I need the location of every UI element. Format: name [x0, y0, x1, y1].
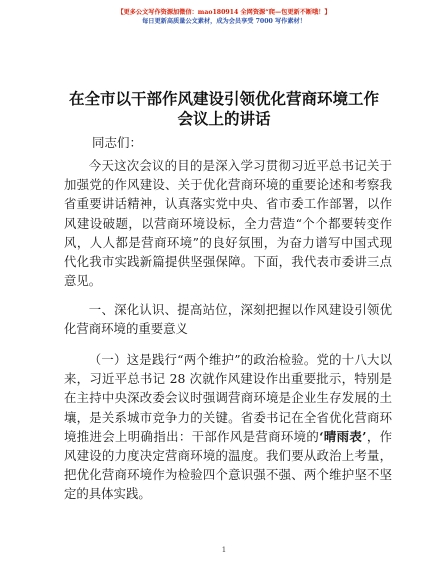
salutation: 同志们：	[92, 135, 143, 150]
paragraph-point-1-emphasis: ‘晴雨表’	[319, 428, 367, 444]
paragraph-point-1-text-a: （一）这是践行“两个维护”的政治检验。党的十八大以来，习近平总书记 28 次就作风建设作出重要批示，特别是在主持中央深改委会议时强调营商环境是企业生存发展的土壤，是关系城市竞争力的关键。省委书记在全省优化营商环境推进会上明确指出：干部作风是营商环境的	[64, 352, 392, 444]
paragraph-point-1-text-b: ，作风建设的力度决定营商环境的温度。我们要从政治上考量，把优化营商环境作为检验四个意识强不强、两个维护坚不坚定的具体实践。	[64, 428, 393, 502]
paragraph-point-1	[64, 350, 392, 504]
section-heading-1: 一、深化认识、提高站位，深刻把握以作风建设引领优化营商环境的重要意义	[64, 302, 392, 337]
document-title-line-1: 在全市以干部作风建设引领优化营商环境工作	[68, 89, 379, 108]
paragraph-intro: 今天这次会议的目的是深入学习贯彻习近平总书记关于加强党的作风建设、关于优化营商环境的重要论述和考察我省重要讲话精神，认真落实党中央、省市委工作部署，以作风建设破题，以营商环境设标，全力营造“个个都要转变作风，人人都是营商环境”的良好氛围，为奋力谱写中国式现代化我市实践新篇提供坚强保障。下面，我代表市委讲三点意见。	[64, 158, 392, 289]
document-title	[40, 89, 408, 129]
promo-banner	[0, 8, 448, 26]
promo-banner-line-2: 每日更新高质量公文素材，成为会员享受 7000 写作素材！	[142, 18, 306, 25]
document-title-line-2: 会议上的讲话	[177, 109, 271, 128]
page-number: 1	[221, 546, 227, 554]
promo-banner-line-1: 【更多公文写作资源加微信：mao180914 全网资源“爬—包更新不断哦！】	[117, 9, 331, 16]
